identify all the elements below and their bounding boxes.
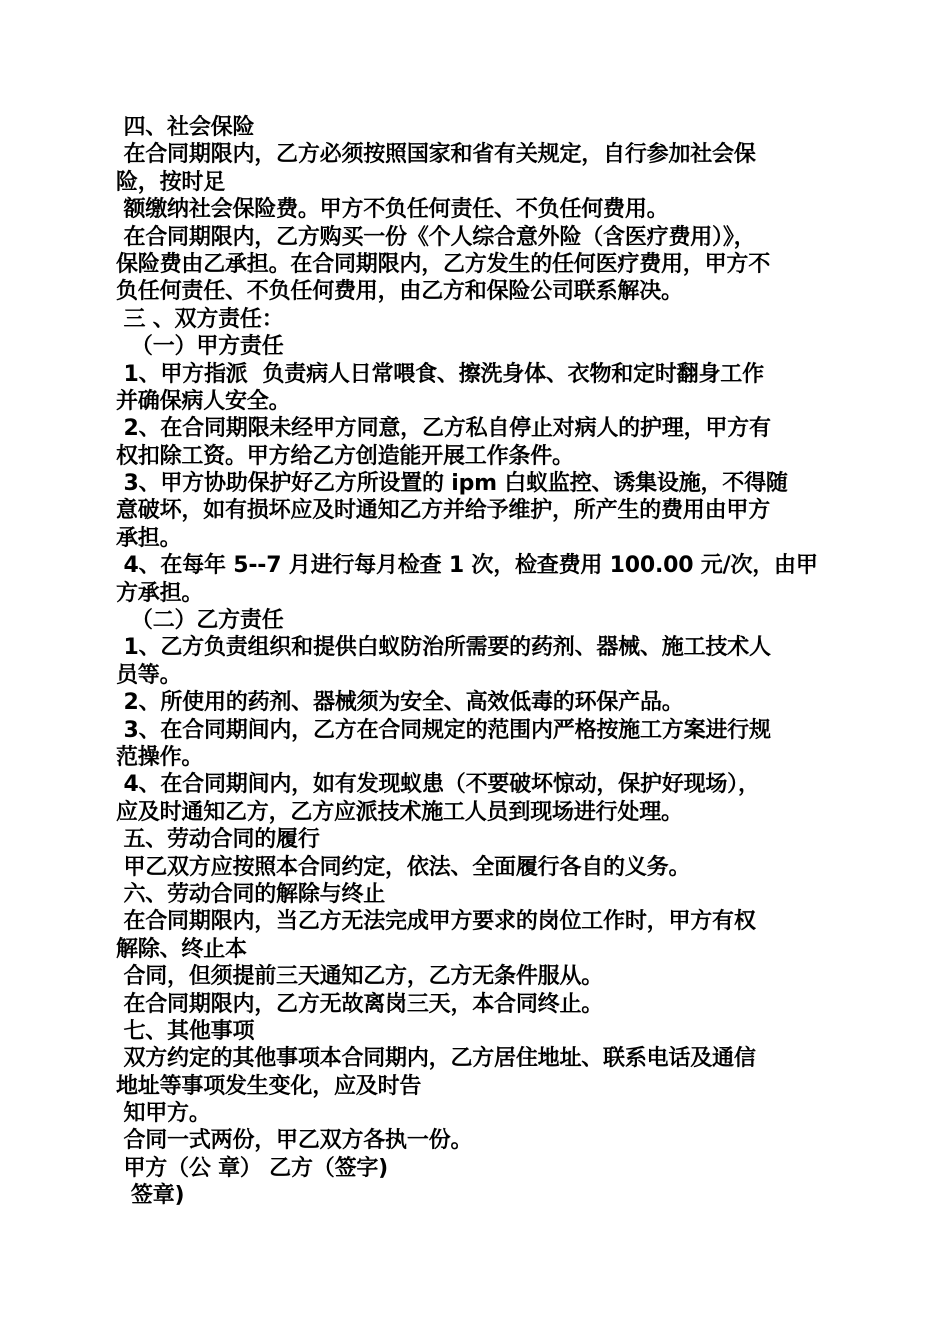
text-line: 在合同期限内，乙方购买一份《个人综合意外险（含医疗费用）》， (116, 224, 756, 250)
text-line: 负任何责任、不负任何费用，由乙方和保险公司联系解决。 (116, 279, 683, 305)
text-line: 险，按时足 (116, 169, 226, 195)
text-line: 在合同期限内，乙方必须按照国家和省有关规定，自行参加社会保 (116, 142, 756, 168)
text-line: 签章) (116, 1183, 185, 1209)
text-line: 三 、双方责任： (116, 306, 284, 332)
text-line: 方承担。 (116, 580, 204, 606)
text-line: 合同，但须提前三天通知乙方，乙方无条件服从。 (116, 964, 604, 990)
text-line: 意破坏，如有损坏应及时通知乙方并给予维护，所产生的费用由甲方 (116, 498, 771, 524)
text-line: 七、其他事项 (116, 1018, 255, 1044)
text-line: 3、甲方协助保护好乙方所设置的 ipm 白蚁监控、诱集设施，不得随 (116, 471, 788, 497)
text-line: 1、乙方负责组织和提供白蚁防治所需要的药剂、器械、施工技术人 (116, 635, 771, 661)
text-line: 地址等事项发生变化，应及时告 (116, 1073, 422, 1099)
text-line: 在合同期限内，乙方无故离岗三天，本合同终止。 (116, 991, 604, 1017)
text-line: 2、所使用的药剂、器械须为安全、高效低毒的环保产品。 (116, 690, 684, 716)
text-line: 合同一式两份，甲乙双方各执一份。 (116, 1128, 473, 1154)
text-line: 范操作。 (116, 744, 204, 770)
text-line: 承担。 (116, 525, 182, 551)
text-line: 四、社会保险 (116, 115, 255, 140)
text-line: 双方约定的其他事项本合同期内，乙方居住地址、联系电话及通信 (116, 1046, 756, 1072)
text-line: 4、在合同期间内，如有发现蚁患（不要破坏惊动，保护好现场）， (116, 772, 760, 798)
document-page (116, 114, 836, 1210)
text-line: 解除、终止本 (116, 936, 247, 962)
text-line: 在合同期限内，当乙方无法完成甲方要求的岗位工作时，甲方有权 (116, 909, 756, 935)
text-line: 4、在每年 5--7 月进行每月检查 1 次，检查费用 100.00 元/次，由甲 (116, 553, 818, 579)
text-line: 权扣除工资。甲方给乙方创造能开展工作条件。 (116, 443, 574, 469)
text-line: 五、劳动合同的履行 (116, 827, 320, 853)
text-line: 应及时通知乙方，乙方应派技术施工人员到现场进行处理。 (116, 799, 683, 825)
text-line: 员等。 (116, 662, 182, 688)
text-line: 2、在合同期限未经甲方同意，乙方私自停止对病人的护理，甲方有 (116, 416, 771, 442)
text-line: （二）乙方责任 (116, 608, 284, 634)
text-line: 1、甲方指派 负责病人日常喂食、擦洗身体、衣物和定时翻身工作 (116, 361, 764, 387)
text-line: 并确保病人安全。 (116, 388, 291, 414)
text-line: 额缴纳社会保险费。甲方不负任何责任、不负任何费用。 (116, 197, 669, 223)
text-line: 甲方（公 章） 乙方（签字) (116, 1155, 389, 1181)
text-line: 六、劳动合同的解除与终止 (116, 881, 386, 907)
text-line: （一）甲方责任 (116, 334, 284, 360)
text-line: 知甲方。 (116, 1101, 211, 1127)
text-line: 甲乙双方应按照本合同约定，依法、全面履行各自的义务。 (116, 854, 691, 880)
text-line: 保险费由乙承担。在合同期限内，乙方发生的任何医疗费用，甲方不 (116, 251, 771, 277)
text-line: 3、在合同期间内，乙方在合同规定的范围内严格按施工方案进行规 (116, 717, 771, 743)
